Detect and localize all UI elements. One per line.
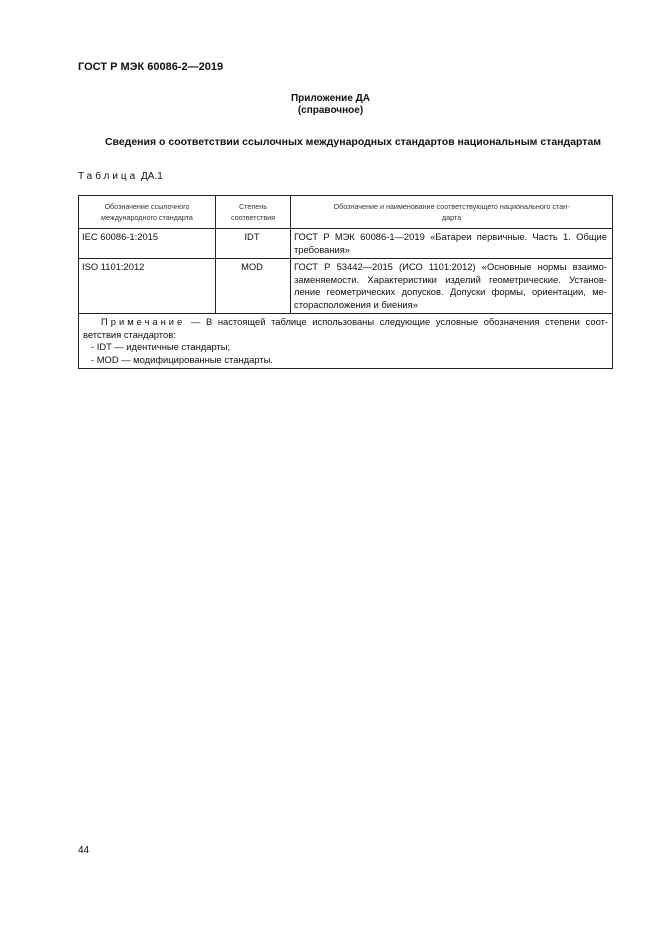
appendix-subtitle: (справочное) bbox=[297, 105, 364, 116]
section-title: Сведения о соответствии ссылочных международных стандартов национальным стандартам bbox=[104, 136, 602, 148]
cell-degree: IDT bbox=[216, 229, 291, 259]
table-label bbox=[78, 171, 163, 182]
cell-intl: IEC 60086-1:2015 bbox=[79, 229, 216, 259]
cell-national: ГОСТ Р 53442—2015 (ИСО 1101:2012) «Основные нормы взаимо- заменяемости. Характеристики изделий геометрические. Установ- ление геометрических допусков. Допуски формы, ориентации, ме- сторасположения и биения» bbox=[291, 259, 613, 314]
header-national: Обозначение и наименование соответствующего национального стан- дарта bbox=[291, 196, 613, 229]
document-header: ГОСТ Р МЭК 60086-2—2019 bbox=[78, 61, 224, 73]
note-label: Примечание bbox=[101, 316, 186, 327]
table-row bbox=[79, 229, 613, 259]
cell-intl: ISO 1101:2012 bbox=[79, 259, 216, 314]
table-label-number: ДА.1 bbox=[141, 171, 163, 182]
header-degree: Степень соответствия bbox=[216, 196, 291, 229]
note-item: - MOD — модифицированные стандарты. bbox=[91, 353, 273, 365]
appendix-title: Приложение ДА bbox=[290, 93, 371, 104]
page-number: 44 bbox=[78, 845, 90, 856]
note-item: - IDT — идентичные стандарты; bbox=[91, 341, 231, 352]
conformity-table bbox=[78, 195, 613, 369]
table-label-prefix: Таблица bbox=[78, 171, 139, 182]
table-note: Примечание — В настоящей таблице использованы следующие условные обозначения степени соот- ветствия стандартов: - IDT — идентичные стандарты; - MOD — модифицированные стандарты. bbox=[79, 314, 613, 369]
table-row bbox=[79, 259, 613, 314]
cell-national: ГОСТ Р МЭК 60086-1—2019 «Батареи первичные. Часть 1. Общие требования» bbox=[291, 229, 613, 259]
table-header-row bbox=[79, 196, 613, 229]
header-intl: Обозначение ссылочного международного стандарта bbox=[79, 196, 216, 229]
cell-degree: MOD bbox=[216, 259, 291, 314]
table-note-row bbox=[79, 314, 613, 369]
